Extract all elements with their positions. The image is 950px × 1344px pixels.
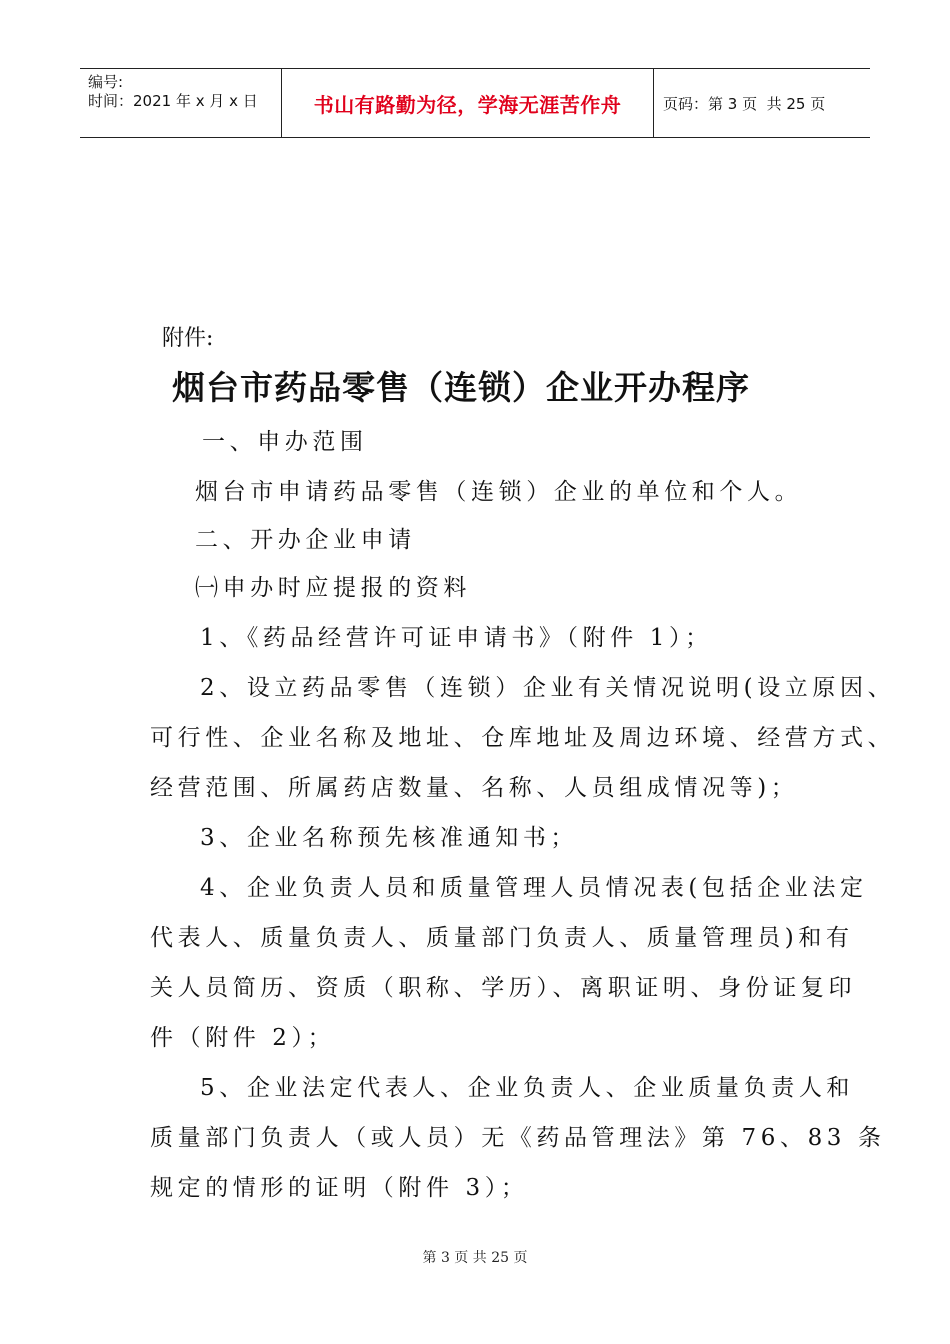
section-heading: 一、申办范围 <box>202 429 368 455</box>
attachment-label: 附件: <box>162 326 214 351</box>
header-motto: 书山有路勤为径，学海无涯苦作舟 <box>313 92 622 117</box>
paragraph-line: 烟台市申请药品零售（连锁）企业的单位和个人。 <box>195 479 803 505</box>
list-item: 2、设立药品零售（连锁）企业有关情况说明(设立原因、 <box>200 675 896 701</box>
list-item-continuation: 关人员简历、资质（职称、学历）、离职证明、身份证复印 <box>150 975 857 1001</box>
list-item: 3、企业名称预先核准通知书； <box>200 825 579 851</box>
header-page-info: 页码：第 3 页 共 25 页 <box>663 94 826 113</box>
section-heading: 二、开办企业申请 <box>195 527 416 553</box>
list-item-continuation: 可行性、企业名称及地址、仓库地址及周边环境、经营方式、 <box>150 725 896 751</box>
header-meta <box>88 73 258 111</box>
list-item-continuation: 件（附件 2）； <box>150 1025 336 1051</box>
list-item-continuation: 代表人、质量负责人、质量部门负责人、质量管理员)和有 <box>150 925 854 951</box>
page-header <box>80 68 870 138</box>
list-item: 1、《药品经营许可证申请书》（附件 1）； <box>200 625 713 651</box>
header-time: 时间：2021 年 x 月 x 日 <box>88 92 258 110</box>
page-footer: 第 3 页 共 25 页 <box>422 1250 528 1266</box>
list-item: 4、企业负责人员和质量管理人员情况表(包括企业法定 <box>200 875 868 901</box>
list-item-continuation: 规定的情形的证明（附件 3）； <box>150 1175 529 1201</box>
list-item: 5、企业法定代表人、企业负责人、企业质量负责人和 <box>200 1075 855 1101</box>
subsection-heading: ㈠申办时应提报的资料 <box>195 575 471 601</box>
header-number: 编号: <box>88 73 124 91</box>
header-divider <box>653 69 654 137</box>
list-item-continuation: 经营范围、所属药店数量、名称、人员组成情况等)； <box>150 775 799 801</box>
list-item-continuation: 质量部门负责人（或人员）无《药品管理法》第 76、83 条 <box>150 1125 886 1151</box>
document-title: 烟台市药品零售（连锁）企业开办程序 <box>172 368 750 407</box>
